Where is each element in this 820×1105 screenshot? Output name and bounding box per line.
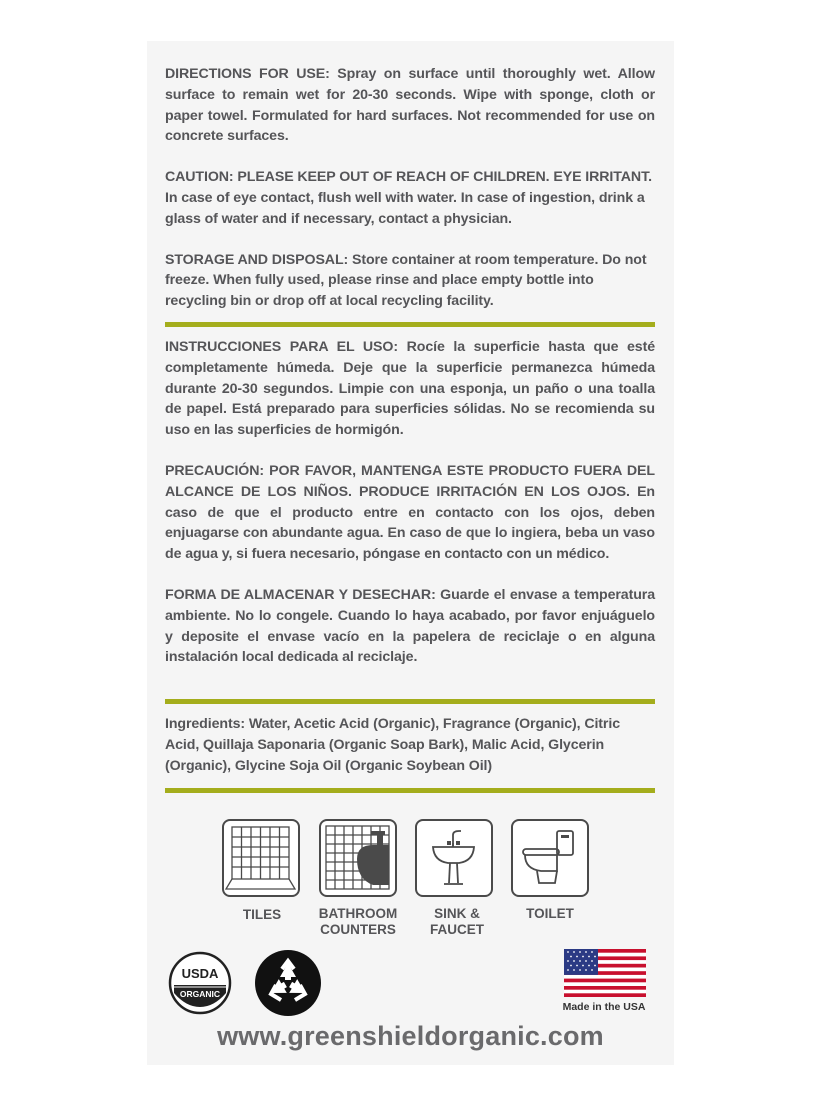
recycle-icon [254, 949, 322, 1017]
tiles-icon [222, 819, 300, 897]
caution-warning: CAUTION: PLEASE KEEP OUT OF REACH OF CHILDREN. EYE IRRITANT. In case of eye contact, flush well with water. In case of ingestion, drink a glass of water and if necessary, contact a physician. [165, 169, 652, 227]
toilet-caption: TOILET [526, 906, 574, 921]
divider-rule [165, 699, 655, 704]
bathroom-counter-icon [319, 819, 397, 897]
product-label [147, 41, 674, 1065]
forma-de-almacenar: FORMA DE ALMACENAR Y DESECHAR: Guarde el envase a temperatura ambiente. No lo congele. Cuando lo haya acabado, por favor enjuáguelo y deposite el envase vacío en la papelera de reciclaje o en alguna instalación local dedicada al reciclaje. [165, 586, 655, 666]
precaucion-warning: PRECAUCIÓN: POR FAVOR, MANTENGA ESTE PRODUCTO FUERA DEL ALCANCE DE LOS NIÑOS. PRODUCE IRRITACIÓN EN LOS OJOS. En caso de que el producto entre en contacto con los ojos, deben enjuagarse con abundante agua. En caso de que lo ingiera, beba un vaso de agua y, si fuera necesario, póngase en contacto con un médico. [165, 462, 655, 563]
ingredients-text: Ingredients: Water, Acetic Acid (Organic), Fragrance (Organic), Citric Acid, Quillaja Saponaria (Organic Soap Bark), Malic Acid, Glycerin (Organic), Glycine Soja Oil (Organic Soybean Oil) [165, 716, 620, 774]
usda-organic-seal [168, 951, 232, 1015]
tiles-caption: TILES [242, 907, 282, 922]
directions-for-use: DIRECTIONS FOR USE: Spray on surface until thoroughly wet. Allow surface to remain wet for 20-30 seconds. Wipe with sponge, cloth or paper towel. Formulated for hard surfaces. Not recommended for use on concrete surfaces. [165, 66, 655, 145]
english-text-block [165, 64, 655, 312]
storage-disposal: STORAGE AND DISPOSAL: Store container at room temperature. Do not freeze. When fully used, please rinse and place empty bottle into recycling bin or drop off at local recycling facility. [165, 251, 647, 310]
sink-faucet-icon [415, 819, 493, 897]
sink-faucet-caption: SINK & FAUCET [430, 906, 484, 937]
toilet-icon [511, 819, 589, 897]
usda-text: USDA [181, 966, 219, 981]
organic-text: ORGANIC [179, 989, 221, 999]
divider-rule [165, 788, 655, 793]
ingredients-list [165, 714, 655, 776]
us-flag-icon [564, 949, 646, 997]
website-url[interactable]: www.greenshieldorganic.com [217, 1021, 604, 1051]
spanish-text-block [165, 337, 655, 668]
instrucciones-para-el-uso: INSTRUCCIONES PARA EL USO: Rocíe la superficie hasta que esté completamente húmeda. Deje que la superficie permanezca húmeda durante 20-30 segundos. Limpie con una esponja, un paño o una toalla de papel. Está preparado para superficies sólidas. No se recomienda su uso en las superficies de hormigón. [165, 339, 655, 439]
made-in-usa-text: Made in the USA [562, 1001, 646, 1013]
bathroom-counters-caption: BATHROOM COUNTERS [318, 906, 398, 937]
divider-rule [165, 322, 655, 327]
